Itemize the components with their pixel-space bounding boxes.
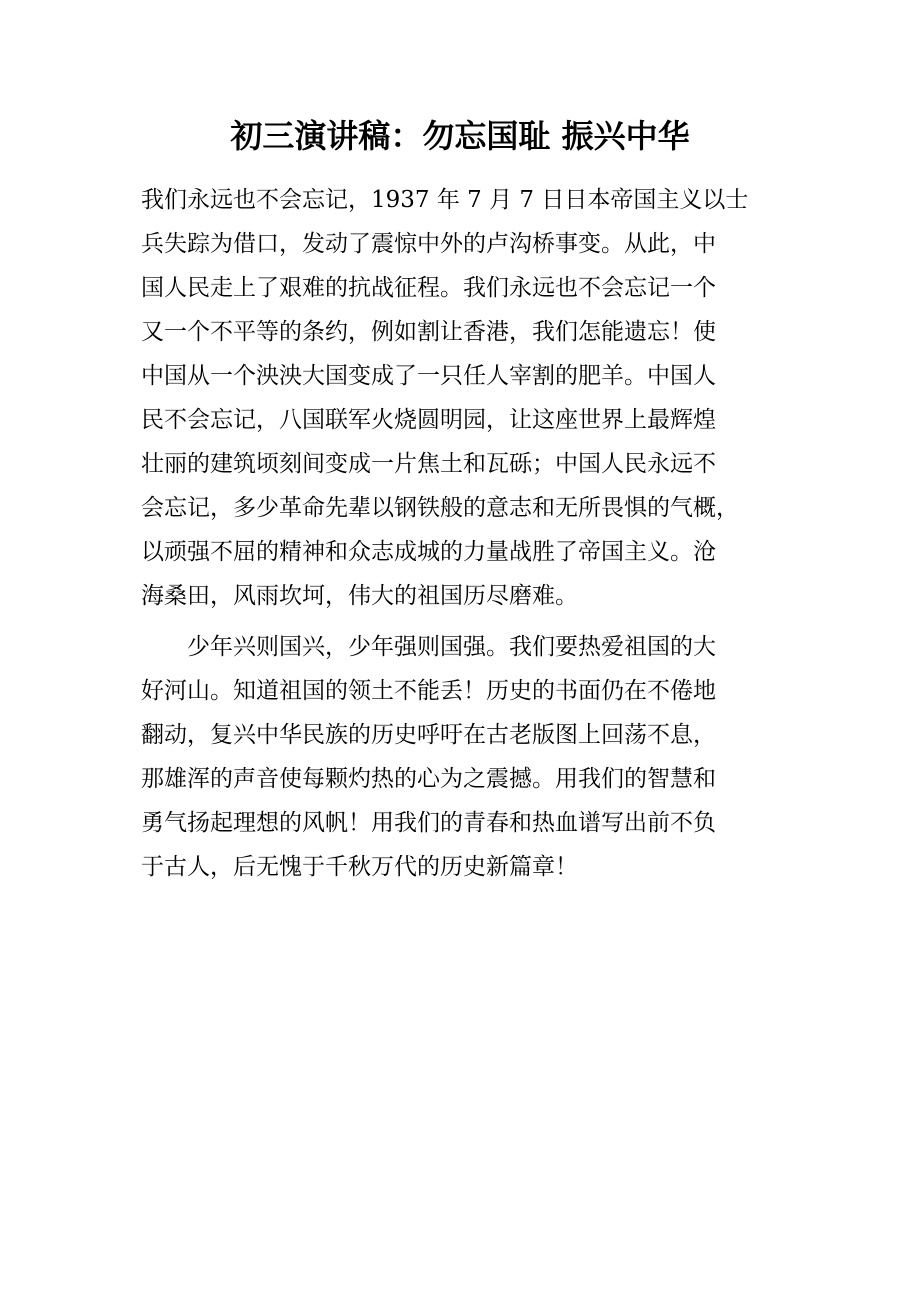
paragraph-2 xyxy=(141,625,781,889)
paragraph-line: 翻动，复兴中华民族的历史呼吁在古老版图上回荡不息， xyxy=(141,722,716,748)
paragraph-line: 我们永远也不会忘记，1937 年 7 月 7 日日本帝国主义以士 xyxy=(141,187,749,213)
document-body xyxy=(141,178,781,889)
paragraph-line: 壮丽的建筑顷刻间变成一片焦土和瓦砾；中国人民永远不 xyxy=(141,451,716,477)
paragraph-1 xyxy=(141,178,781,618)
paragraph-line: 会忘记，多少革命先辈以钢铁般的意志和无所畏惧的气概， xyxy=(141,495,739,521)
paragraph-line: 民不会忘记，八国联军火烧圆明园，让这座世界上最辉煌 xyxy=(141,407,716,433)
paragraph-line: 国人民走上了艰难的抗战征程。我们永远也不会忘记一个 xyxy=(141,275,716,301)
paragraph-line: 于古人，后无愧于千秋万代的历史新篇章！ xyxy=(141,854,578,880)
paragraph-line: 那雄浑的声音使每颗灼热的心为之震撼。用我们的智慧和 xyxy=(141,766,716,792)
paragraph-line: 少年兴则国兴，少年强则国强。我们要热爱祖国的大 xyxy=(141,634,716,660)
document-title: 初三演讲稿：勿忘国耻 振兴中华 xyxy=(230,117,690,155)
paragraph-line: 勇气扬起理想的风帆！用我们的青春和热血谱写出前不负 xyxy=(141,810,716,836)
paragraph-line: 又一个不平等的条约，例如割让香港，我们怎能遗忘！使 xyxy=(141,319,716,345)
paragraph-spacer xyxy=(141,618,781,625)
paragraph-line: 中国从一个泱泱大国变成了一只任人宰割的肥羊。中国人 xyxy=(141,363,716,389)
paragraph-line: 兵失踪为借口，发动了震惊中外的卢沟桥事变。从此，中 xyxy=(141,231,716,257)
paragraph-line: 好河山。知道祖国的领土不能丢！历史的书面仍在不倦地 xyxy=(141,678,716,704)
paragraph-line: 以顽强不屈的精神和众志成城的力量战胜了帝国主义。沧 xyxy=(141,539,716,565)
paragraph-line: 海桑田，风雨坎坷，伟大的祖国历尽磨难。 xyxy=(141,583,578,609)
